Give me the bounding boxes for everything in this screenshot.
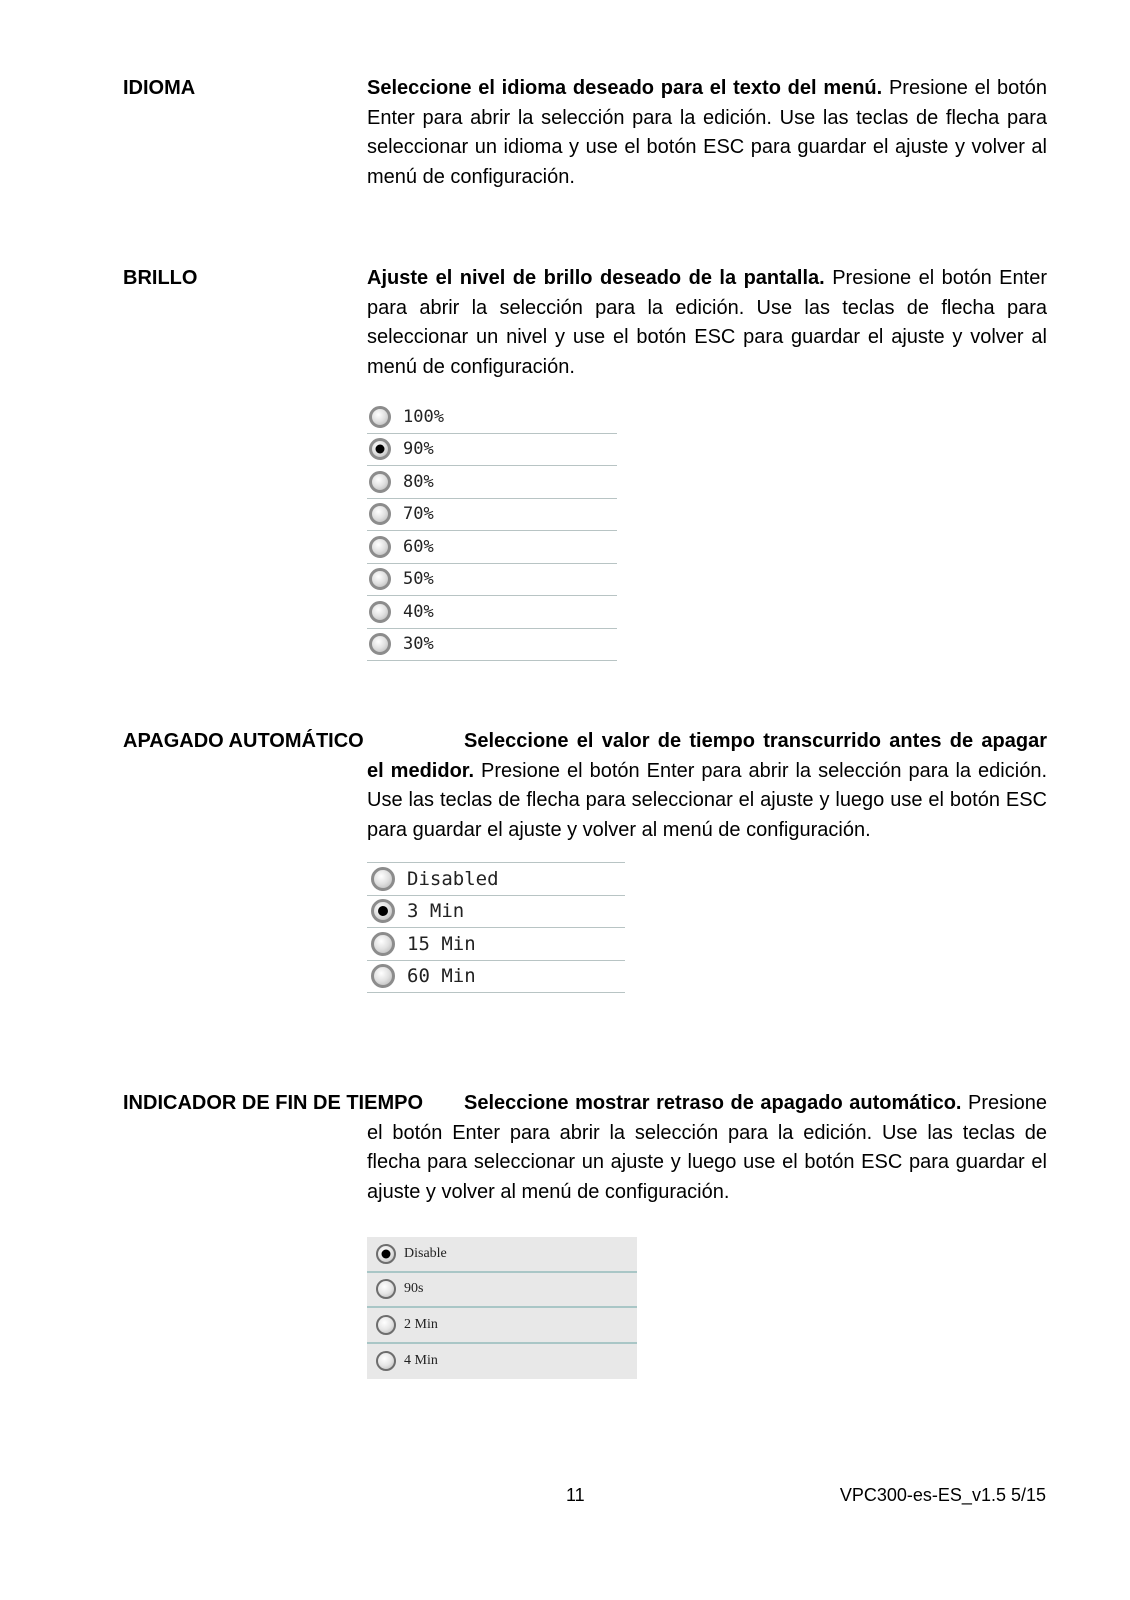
option-label: 70% — [403, 504, 434, 525]
option-label: 15 Min — [407, 932, 476, 955]
brightness-option-list — [367, 401, 617, 661]
radio-selected-icon[interactable] — [369, 438, 391, 460]
option-row[interactable] — [367, 961, 625, 994]
desc-indicador-lead: Seleccione mostrar retraso de apagado automático. — [464, 1092, 962, 1114]
radio-unselected-icon[interactable] — [371, 964, 395, 988]
option-label: 2 Min — [404, 1316, 438, 1332]
option-row[interactable] — [367, 928, 625, 961]
option-row[interactable] — [367, 499, 617, 532]
option-row[interactable] — [367, 629, 617, 662]
option-label: 3 Min — [407, 900, 465, 923]
option-label: 60 Min — [407, 965, 476, 988]
desc-apagado-lead: Seleccione el valor de tiempo transcurrido antes de apagar el medidor. — [367, 730, 1047, 782]
radio-dot-icon — [382, 1249, 391, 1258]
radio-unselected-icon[interactable] — [371, 867, 395, 891]
option-label: 4 Min — [404, 1353, 438, 1369]
option-label: 80% — [403, 471, 434, 492]
auto-off-option-list — [367, 862, 625, 993]
radio-selected-icon[interactable] — [376, 1244, 396, 1264]
option-label: 50% — [403, 569, 434, 590]
desc-brillo-body: Presione el botón Enter para abrir la selección para la edición. Use las teclas de flecha para seleccionar un nivel y use el botón ESC para guardar el ajuste y volver al menú de configuración. — [367, 267, 1047, 378]
desc-apagado-automatico — [367, 727, 1047, 845]
term-indicador-fin-tiempo: INDICADOR DE FIN DE TIEMPO — [123, 1092, 424, 1114]
radio-unselected-icon[interactable] — [371, 932, 395, 956]
option-label: Disable — [404, 1245, 447, 1261]
radio-unselected-icon[interactable] — [369, 568, 391, 590]
desc-idioma-body: Presione el botón Enter para abrir la selección para la edición. Use las teclas de flecha para seleccionar un idioma y use el botón ESC para guardar el ajuste y volver al menú de configuración. — [367, 77, 1047, 188]
option-row[interactable] — [367, 401, 617, 434]
term-idioma: IDIOMA — [123, 77, 196, 99]
radio-unselected-icon[interactable] — [376, 1279, 396, 1299]
option-label: 90s — [404, 1281, 424, 1297]
radio-unselected-icon[interactable] — [369, 471, 391, 493]
radio-unselected-icon[interactable] — [369, 503, 391, 525]
term-apagado-automatico: APAGADO AUTOMÁTICO — [123, 730, 364, 752]
radio-dot-icon — [378, 906, 388, 916]
radio-unselected-icon[interactable] — [369, 536, 391, 558]
radio-selected-icon[interactable] — [371, 899, 395, 923]
option-row[interactable] — [367, 596, 617, 629]
option-row[interactable] — [367, 466, 617, 499]
desc-idioma — [367, 74, 1047, 192]
option-label: 60% — [403, 536, 434, 557]
timeout-indicator-option-list — [367, 1237, 637, 1379]
desc-indicador-fin-tiempo — [367, 1089, 1047, 1207]
option-label: Disabled — [407, 867, 499, 890]
option-row[interactable] — [367, 1237, 637, 1273]
radio-unselected-icon[interactable] — [376, 1351, 396, 1371]
radio-unselected-icon[interactable] — [369, 601, 391, 623]
desc-indicador-body: Presione el botón Enter para abrir la selección para la edición. Use las teclas de flecha para seleccionar un ajuste y luego use el botón ESC para guardar el ajuste y volver al menú de configuración. — [367, 1092, 1047, 1203]
option-row[interactable] — [367, 1273, 637, 1309]
option-label: 40% — [403, 601, 434, 622]
term-brillo: BRILLO — [123, 267, 198, 289]
option-label: 90% — [403, 439, 434, 460]
document-id: VPC300-es-ES_v1.5 5/15 — [839, 1485, 1046, 1505]
option-row[interactable] — [367, 564, 617, 597]
option-row[interactable] — [367, 531, 617, 564]
radio-unselected-icon[interactable] — [376, 1315, 396, 1335]
option-row[interactable] — [367, 434, 617, 467]
desc-apagado-body: Presione el botón Enter para abrir la selección para la edición. Use las teclas de flecha para seleccionar el ajuste y luego use el botón ESC para guardar el ajuste y volver al menú de configuración. — [367, 759, 1047, 841]
option-row[interactable] — [367, 863, 625, 896]
option-label: 100% — [403, 406, 444, 427]
option-row[interactable] — [367, 1344, 637, 1380]
option-row[interactable] — [367, 896, 625, 929]
option-label: 30% — [403, 634, 434, 655]
radio-unselected-icon[interactable] — [369, 633, 391, 655]
desc-idioma-lead: Seleccione el idioma deseado para el texto del menú. — [367, 77, 883, 99]
radio-dot-icon — [376, 445, 385, 454]
page-number: 11 — [566, 1485, 585, 1505]
desc-brillo — [367, 264, 1047, 382]
radio-unselected-icon[interactable] — [369, 406, 391, 428]
option-row[interactable] — [367, 1308, 637, 1344]
desc-brillo-lead: Ajuste el nivel de brillo deseado de la pantalla. — [367, 267, 825, 289]
